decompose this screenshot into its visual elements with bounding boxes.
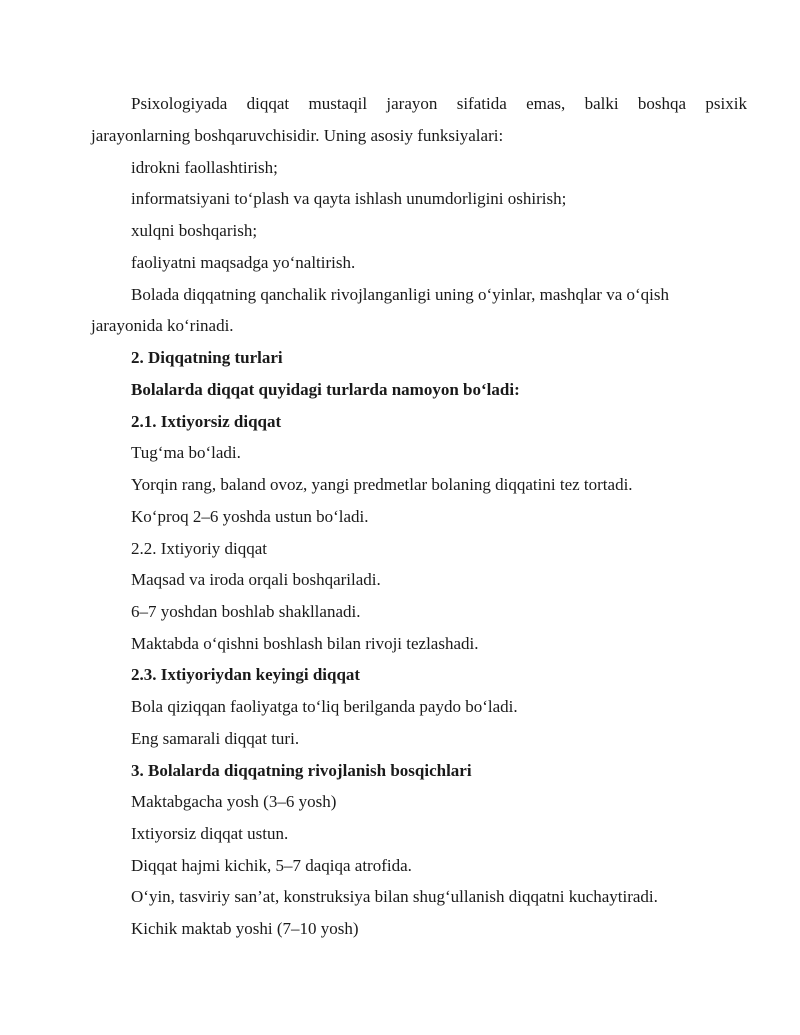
section-heading-3: 3. Bolalarda diqqatning rivojlanish bosqichlari — [131, 761, 472, 780]
text-3-c: Diqqat hajmi kichik, 5–7 daqiqa atrofida. — [131, 856, 412, 875]
text-2-3-b: Eng samarali diqqat turi. — [131, 729, 300, 748]
text-2-1-a: Tug‘ma bo‘ladi. — [131, 443, 241, 462]
function-item-3: xulqni boshqarish; — [131, 221, 258, 240]
text-3-a: Maktabgacha yosh (3–6 yosh) — [131, 792, 337, 811]
subsection-heading-2-1: 2.1. Ixtiyorsiz diqqat — [131, 412, 282, 431]
text-2-2-c: Maktabda o‘qishni boshlash bilan rivoji tezlashadi. — [131, 634, 479, 653]
paragraph-intro-line-2: jarayonlarning boshqaruvchisidir. Uning asosiy funksiyalari: — [91, 126, 504, 145]
text-2-3-a: Bola qiziqqan faoliyatga to‘liq berilganda paydo bo‘ladi. — [131, 697, 518, 716]
paragraph-intro-line-1: Psixologiyada diqqat mustaqil jarayon sifatida emas, balki boshqa psixik — [131, 94, 747, 113]
function-item-1: idrokni faollashtirish; — [131, 158, 278, 177]
text-3-b: Ixtiyorsiz diqqat ustun. — [131, 824, 289, 843]
text-2-1-b: Yorqin rang, baland ovoz, yangi predmetlar bolaning diqqatini tez tortadi. — [131, 475, 633, 494]
text-2-2-a: Maqsad va iroda orqali boshqariladi. — [131, 570, 381, 589]
paragraph-development-line-2: jarayonida ko‘rinadi. — [91, 316, 234, 335]
section-subheading-2: Bolalarda diqqat quyidagi turlarda namoyon bo‘ladi: — [131, 380, 520, 399]
paragraph-development-line-1: Bolada diqqatning qanchalik rivojlanganligi uning o‘yinlar, mashqlar va o‘qish — [131, 285, 670, 304]
function-item-4: faoliyatni maqsadga yo‘naltirish. — [131, 253, 356, 272]
subsection-heading-2-3: 2.3. Ixtiyoriydan keyingi diqqat — [131, 665, 361, 684]
section-heading-2: 2. Diqqatning turlari — [131, 348, 283, 367]
text-3-d: O‘yin, tasviriy san’at, konstruksiya bilan shug‘ullanish diqqatni kuchaytiradi. — [131, 887, 658, 906]
text-3-e: Kichik maktab yoshi (7–10 yosh) — [131, 919, 359, 938]
function-item-2: informatsiyani to‘plash va qayta ishlash unumdorligini oshirish; — [131, 189, 567, 208]
text-2-1-c: Ko‘proq 2–6 yoshda ustun bo‘ladi. — [131, 507, 369, 526]
subsection-heading-2-2: 2.2. Ixtiyoriy diqqat — [131, 539, 267, 558]
text-2-2-b: 6–7 yoshdan boshlab shakllanadi. — [131, 602, 361, 621]
